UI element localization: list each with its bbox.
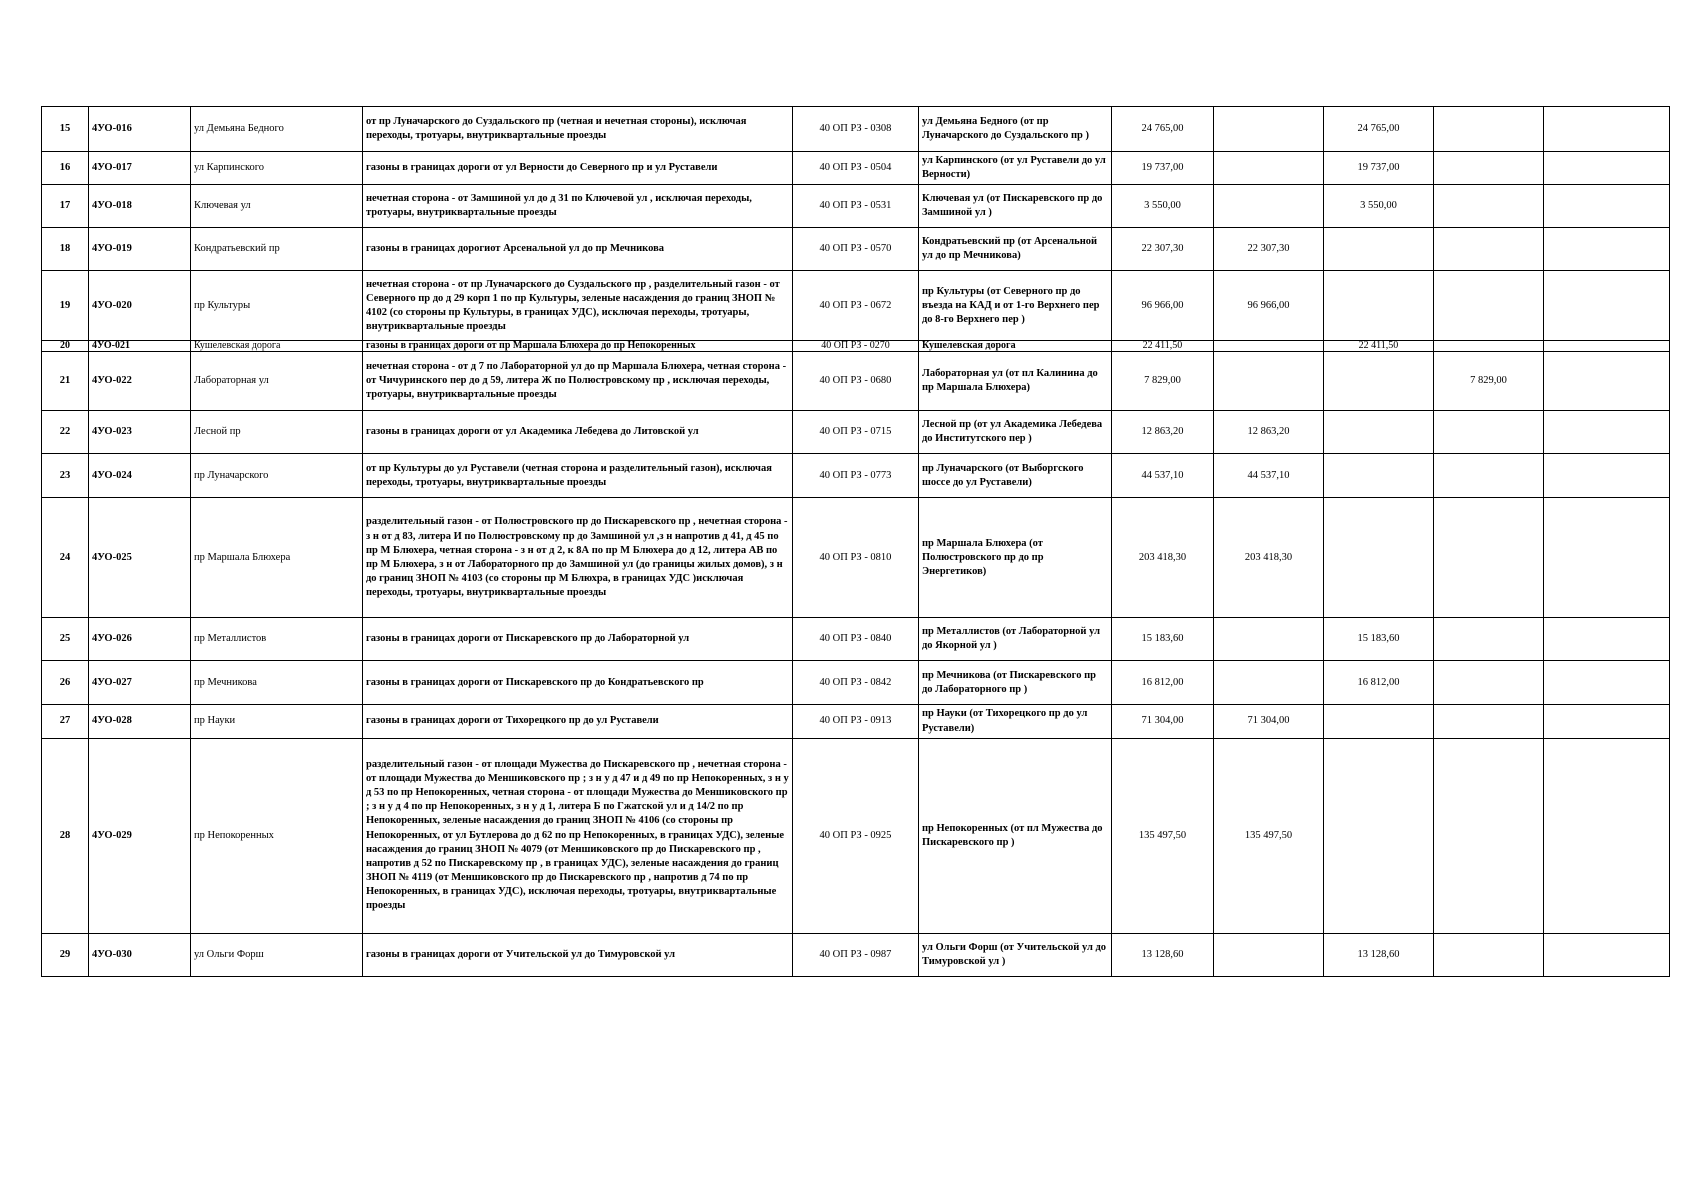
object-code: 4УО-017 xyxy=(89,152,191,185)
table-row xyxy=(42,152,1670,185)
area-description: газоны в границах дороги от Учительской ул до Тимуровской ул xyxy=(363,933,793,976)
area-description: газоны в границах дороги от Тихорецкого пр до ул Руставели xyxy=(363,705,793,738)
area-total: 24 765,00 xyxy=(1112,107,1214,152)
area-column-2 xyxy=(1324,411,1434,454)
area-column-3 xyxy=(1434,618,1544,661)
road-name: Кушелевская дорога xyxy=(919,341,1112,352)
row-number: 23 xyxy=(42,454,89,498)
area-column-4 xyxy=(1544,107,1670,152)
area-total: 203 418,30 xyxy=(1112,498,1214,618)
road-name: пр Непокоренных (от пл Мужества до Пискаревского пр ) xyxy=(919,738,1112,933)
area-column-2: 16 812,00 xyxy=(1324,661,1434,705)
table-row xyxy=(42,498,1670,618)
area-total: 3 550,00 xyxy=(1112,185,1214,228)
table-row xyxy=(42,271,1670,341)
area-column-3 xyxy=(1434,705,1544,738)
row-number: 29 xyxy=(42,933,89,976)
object-code: 4УО-020 xyxy=(89,271,191,341)
area-column-2: 15 183,60 xyxy=(1324,618,1434,661)
area-column-4 xyxy=(1544,618,1670,661)
area-column-1: 96 966,00 xyxy=(1214,271,1324,341)
area-column-3 xyxy=(1434,661,1544,705)
street-name: пр Культуры xyxy=(191,271,363,341)
table-row xyxy=(42,228,1670,271)
area-column-1: 44 537,10 xyxy=(1214,454,1324,498)
area-description: от пр Культуры до ул Руставели (четная сторона и разделительный газон), исключая переходы, тротуары, внутриквартальные проезды xyxy=(363,454,793,498)
area-column-2 xyxy=(1324,228,1434,271)
area-description: нечетная сторона - от д 7 по Лабораторной ул до пр Маршала Блюхера, четная сторона - от Чичуринского пер до д 59, литера Ж по Полюстровскому пр , исключая переходы, тротуары, внутриквартальные проезды xyxy=(363,352,793,411)
area-column-3 xyxy=(1434,152,1544,185)
table-row xyxy=(42,352,1670,411)
street-name: пр Непокоренных xyxy=(191,738,363,933)
road-name: пр Металлистов (от Лабораторной ул до Якорной ул ) xyxy=(919,618,1112,661)
area-column-1 xyxy=(1214,352,1324,411)
table-row xyxy=(42,107,1670,152)
row-number: 25 xyxy=(42,618,89,661)
area-column-4 xyxy=(1544,738,1670,933)
table-row xyxy=(42,618,1670,661)
area-description: газоны в границах дорогиот Арсенальной ул до пр Мечникова xyxy=(363,228,793,271)
object-code: 4УО-019 xyxy=(89,228,191,271)
object-code: 4УО-024 xyxy=(89,454,191,498)
area-description: газоны в границах дороги от Пискаревского пр до Лабораторной ул xyxy=(363,618,793,661)
area-total: 16 812,00 xyxy=(1112,661,1214,705)
area-column-4 xyxy=(1544,411,1670,454)
area-total: 19 737,00 xyxy=(1112,152,1214,185)
area-column-1 xyxy=(1214,618,1324,661)
road-register-number: 40 ОП РЗ - 0987 xyxy=(793,933,919,976)
table-row xyxy=(42,185,1670,228)
object-code: 4УО-030 xyxy=(89,933,191,976)
area-description: разделительный газон - от площади Мужества до Пискаревского пр , нечетная сторона - от площади Мужества до Меншиковского пр ; з н у д 47 и д 49 по пр Непокоренных, з н у д 53 по пр Непокоренных, четная сторона - от площади Мужества до Меншиковского пр ; з н у д 4 по пр Непокоренных, з н у д 1, литера Б по Гжатской ул и д 14/2 по пр Непокоренных, зеленые насаждения до границ ЗНОП № 4106 (со стороны пр Непокоренных, от ул Бутлерова до д 62 по пр Непокоренных, в границах УДС), зеленые насаждения до границ ЗНОП № 4079 (от Меншиковского пр до Пискаревского пр , напротив д 52 по Пискаревскому пр , в границах УДС), зеленые насаждения до границ ЗНОП № 4119 (от Меншиковского пр до Пискаревского пр , напротив д 74 по пр Непокоренных, в границах УДС), исключая переходы, тротуары, внутриквартальные проезды xyxy=(363,738,793,933)
area-column-4 xyxy=(1544,185,1670,228)
area-column-3 xyxy=(1434,411,1544,454)
row-number: 19 xyxy=(42,271,89,341)
area-column-2 xyxy=(1324,352,1434,411)
row-number: 17 xyxy=(42,185,89,228)
row-number: 20 xyxy=(42,341,89,352)
street-name: Кушелевская дорога xyxy=(191,341,363,352)
object-code: 4УО-021 xyxy=(89,341,191,352)
area-description: газоны в границах дороги от ул Академика Лебедева до Литовской ул xyxy=(363,411,793,454)
object-code: 4УО-016 xyxy=(89,107,191,152)
area-column-1: 203 418,30 xyxy=(1214,498,1324,618)
area-description: газоны в границах дороги от Пискаревского пр до Кондратьевского пр xyxy=(363,661,793,705)
road-name: пр Мечникова (от Пискаревского пр до Лабораторного пр ) xyxy=(919,661,1112,705)
area-total: 15 183,60 xyxy=(1112,618,1214,661)
object-code: 4УО-025 xyxy=(89,498,191,618)
area-column-4 xyxy=(1544,498,1670,618)
area-description: нечетная сторона - от Замшиной ул до д 31 по Ключевой ул , исключая переходы, тротуары, внутриквартальные проезды xyxy=(363,185,793,228)
row-number: 15 xyxy=(42,107,89,152)
street-name: пр Металлистов xyxy=(191,618,363,661)
area-column-1 xyxy=(1214,341,1324,352)
road-register-number: 40 ОП РЗ - 0842 xyxy=(793,661,919,705)
area-column-1 xyxy=(1214,185,1324,228)
object-code: 4УО-022 xyxy=(89,352,191,411)
street-name: ул Карпинского xyxy=(191,152,363,185)
area-column-1 xyxy=(1214,661,1324,705)
area-column-3 xyxy=(1434,738,1544,933)
area-total: 12 863,20 xyxy=(1112,411,1214,454)
area-column-1 xyxy=(1214,933,1324,976)
area-column-3 xyxy=(1434,228,1544,271)
area-column-2 xyxy=(1324,738,1434,933)
area-column-3 xyxy=(1434,454,1544,498)
area-description: от пр Луначарского до Суздальского пр (четная и нечетная стороны), исключая переходы, тротуары, внутриквартальные проезды xyxy=(363,107,793,152)
row-number: 16 xyxy=(42,152,89,185)
area-column-2 xyxy=(1324,498,1434,618)
object-code: 4УО-029 xyxy=(89,738,191,933)
area-column-3 xyxy=(1434,933,1544,976)
street-name: Лесной пр xyxy=(191,411,363,454)
area-column-3 xyxy=(1434,341,1544,352)
street-name: пр Маршала Блюхера xyxy=(191,498,363,618)
area-column-4 xyxy=(1544,705,1670,738)
object-code: 4УО-018 xyxy=(89,185,191,228)
area-description: нечетная сторона - от пр Луначарского до Суздальского пр , разделительный газон - от Северного пр до д 29 корп 1 по пр Культуры, зеленые насаждения до границ ЗНОП № 4102 (со стороны пр Культуры, в границах УДС), исключая переходы, тротуары, внутриквартальные проезды xyxy=(363,271,793,341)
road-name: пр Луначарского (от Выборгского шоссе до ул Руставели) xyxy=(919,454,1112,498)
street-name: Лабораторная ул xyxy=(191,352,363,411)
area-column-3 xyxy=(1434,271,1544,341)
area-description: газоны в границах дороги от ул Верности до Северного пр и ул Руставели xyxy=(363,152,793,185)
area-column-2 xyxy=(1324,705,1434,738)
street-name: Ключевая ул xyxy=(191,185,363,228)
row-number: 28 xyxy=(42,738,89,933)
row-number: 27 xyxy=(42,705,89,738)
road-register-number: 40 ОП РЗ - 0672 xyxy=(793,271,919,341)
road-name: ул Ольги Форш (от Учительской ул до Тимуровской ул ) xyxy=(919,933,1112,976)
area-total: 7 829,00 xyxy=(1112,352,1214,411)
road-name: ул Демьяна Бедного (от пр Луначарского до Суздальского пр ) xyxy=(919,107,1112,152)
street-name: пр Мечникова xyxy=(191,661,363,705)
area-total: 22 307,30 xyxy=(1112,228,1214,271)
area-column-4 xyxy=(1544,454,1670,498)
road-register-number: 40 ОП РЗ - 0913 xyxy=(793,705,919,738)
object-code: 4УО-023 xyxy=(89,411,191,454)
area-total: 96 966,00 xyxy=(1112,271,1214,341)
row-number: 26 xyxy=(42,661,89,705)
area-description: газоны в границах дороги от пр Маршала Блюхера до пр Непокоренных xyxy=(363,341,793,352)
object-code: 4УО-026 xyxy=(89,618,191,661)
road-name: пр Культуры (от Северного пр до въезда на КАД и от 1-го Верхнего пер до 8-го Верхнего пер ) xyxy=(919,271,1112,341)
row-number: 18 xyxy=(42,228,89,271)
table-row xyxy=(42,738,1670,933)
area-total: 71 304,00 xyxy=(1112,705,1214,738)
object-code: 4УО-028 xyxy=(89,705,191,738)
road-name: Лабораторная ул (от пл Калинина до пр Маршала Блюхера) xyxy=(919,352,1112,411)
road-register-number: 40 ОП РЗ - 0270 xyxy=(793,341,919,352)
road-register-number: 40 ОП РЗ - 0773 xyxy=(793,454,919,498)
street-name: пр Науки xyxy=(191,705,363,738)
object-code: 4УО-027 xyxy=(89,661,191,705)
street-name: Кондратьевский пр xyxy=(191,228,363,271)
area-column-1 xyxy=(1214,152,1324,185)
table-row xyxy=(42,661,1670,705)
area-column-2: 22 411,50 xyxy=(1324,341,1434,352)
road-register-number: 40 ОП РЗ - 0531 xyxy=(793,185,919,228)
road-register-number: 40 ОП РЗ - 0570 xyxy=(793,228,919,271)
table-row xyxy=(42,411,1670,454)
road-name: пр Науки (от Тихорецкого пр до ул Руставели) xyxy=(919,705,1112,738)
road-register-number: 40 ОП РЗ - 0925 xyxy=(793,738,919,933)
area-column-1: 12 863,20 xyxy=(1214,411,1324,454)
table-body xyxy=(42,107,1670,977)
area-column-2 xyxy=(1324,454,1434,498)
road-register-number: 40 ОП РЗ - 0715 xyxy=(793,411,919,454)
area-column-4 xyxy=(1544,352,1670,411)
road-register-number: 40 ОП РЗ - 0504 xyxy=(793,152,919,185)
roads-table xyxy=(41,106,1670,977)
area-column-1: 135 497,50 xyxy=(1214,738,1324,933)
area-total: 22 411,50 xyxy=(1112,341,1214,352)
area-column-2: 24 765,00 xyxy=(1324,107,1434,152)
area-column-3 xyxy=(1434,185,1544,228)
area-column-3: 7 829,00 xyxy=(1434,352,1544,411)
area-column-2: 3 550,00 xyxy=(1324,185,1434,228)
road-name: Лесной пр (от ул Академика Лебедева до Институтского пер ) xyxy=(919,411,1112,454)
area-column-2 xyxy=(1324,271,1434,341)
area-description: разделительный газон - от Полюстровского пр до Пискаревского пр , нечетная сторона - з н от д 83, литера И по Полюстровскому пр до Замшиной ул ,з н напротив д 41, д 45 по пр М Блюхера, четная сторона - з н от д 2, к 8А по пр М Блюхера до д 12, литера АВ по пр М Блюхера, з н от Лабораторного пр до Замшиной ул (до границы жилых домов), з н до границ ЗНОП № 4103 (со стороны пр М Блюхра, в границах УДС )исключая переходы, тротуары, внутриквартальные проезды xyxy=(363,498,793,618)
area-column-4 xyxy=(1544,271,1670,341)
area-column-3 xyxy=(1434,498,1544,618)
area-column-1: 22 307,30 xyxy=(1214,228,1324,271)
road-name: Ключевая ул (от Пискаревского пр до Замшиной ул ) xyxy=(919,185,1112,228)
road-register-number: 40 ОП РЗ - 0308 xyxy=(793,107,919,152)
row-number: 24 xyxy=(42,498,89,618)
road-name: пр Маршала Блюхера (от Полюстровского пр до пр Энергетиков) xyxy=(919,498,1112,618)
table-row xyxy=(42,454,1670,498)
street-name: ул Ольги Форш xyxy=(191,933,363,976)
street-name: пр Луначарского xyxy=(191,454,363,498)
table-row xyxy=(42,705,1670,738)
area-column-3 xyxy=(1434,107,1544,152)
area-column-4 xyxy=(1544,228,1670,271)
area-column-4 xyxy=(1544,152,1670,185)
area-total: 135 497,50 xyxy=(1112,738,1214,933)
area-column-4 xyxy=(1544,933,1670,976)
area-column-2: 19 737,00 xyxy=(1324,152,1434,185)
table-row xyxy=(42,933,1670,976)
table-row xyxy=(42,341,1670,352)
area-total: 44 537,10 xyxy=(1112,454,1214,498)
row-number: 21 xyxy=(42,352,89,411)
area-column-2: 13 128,60 xyxy=(1324,933,1434,976)
road-register-number: 40 ОП РЗ - 0680 xyxy=(793,352,919,411)
area-total: 13 128,60 xyxy=(1112,933,1214,976)
street-name: ул Демьяна Бедного xyxy=(191,107,363,152)
area-column-1: 71 304,00 xyxy=(1214,705,1324,738)
road-name: ул Карпинского (от ул Руставели до ул Верности) xyxy=(919,152,1112,185)
area-column-1 xyxy=(1214,107,1324,152)
row-number: 22 xyxy=(42,411,89,454)
road-register-number: 40 ОП РЗ - 0840 xyxy=(793,618,919,661)
area-column-4 xyxy=(1544,661,1670,705)
road-register-number: 40 ОП РЗ - 0810 xyxy=(793,498,919,618)
area-column-4 xyxy=(1544,341,1670,352)
road-name: Кондратьевский пр (от Арсенальной ул до пр Мечникова) xyxy=(919,228,1112,271)
